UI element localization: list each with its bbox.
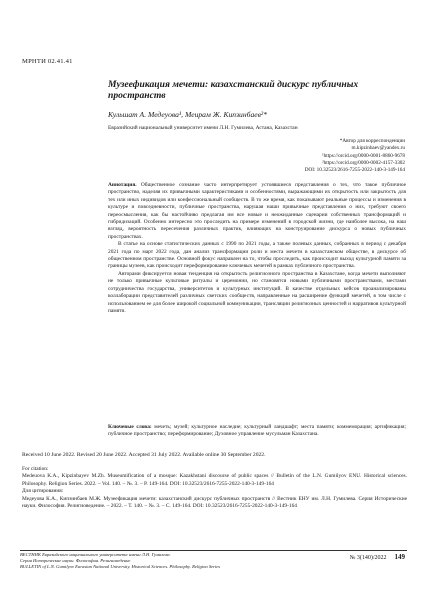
footer-divider xyxy=(20,550,407,551)
journal-footer xyxy=(20,552,320,570)
mrnti-code: МРНТИ 02.41.41 xyxy=(22,58,73,65)
abstract-paragraph-2: В статье на основе статистических данных с 1990 по 2021 годы, а также полевых данных, собранных в период с декабря 2021 года по март 2022 года, дан анализ трансформации роли и места мечети в казахстанском обществе, в дискурсе об общественном пространстве. Основной фокус направлен на то, чтобы проследить, как происходит выход культурной памяти за границы музеев, как происходит переформирование ключевых мечетей в рамках публичного пространства. xyxy=(108,241,406,270)
abstract-label: Аннотация. xyxy=(108,182,137,188)
keywords-text: мечеть; музей; культурное наследие; культурный ландшафт; места памяти; коммеморация; артификация; публичное пространство; переформирование; Духовное управление мусульман Казахстана. xyxy=(108,424,406,438)
abstract xyxy=(108,182,406,315)
citation-en: Medeuova K.A., Kipzinbayev M.Zh. Museumification of a mosque: Kazakhstani discourse of public spaces // Bulletin of the L.N. Gumilyov ENU. Historical sciences. Philosophy. Religion Series. 2022. – Vol. 140. – №. 3. – P. 149-164. DOI: 10.32523/2616-7255-2022-140-3-149-164 xyxy=(22,473,407,487)
article-authors: Кульшат А. Медеуова¹, Меирам Ж. Кипзинбаев²* xyxy=(108,110,267,119)
issue-and-page xyxy=(350,553,405,561)
abstract-paragraph-3: Авторами фиксируется новая тенденция на открытость религиозного пространства в Казахстане, когда мечети выполняют не только привычные культовые ритуалы и церемонии, но становятся новыми публичными пространствами, местами сотрудничества государства, университетов и культурных институций. В качестве отдельных кейсов проанализированы коллаборации представителей различных светских сообществ, направленные на расширение функций мечетей, в том числе с использованием ее для более широкой социальной коммуникации, трансляции религиозных ценностей и нарративов культурной памяти. xyxy=(108,270,406,314)
citation-ru: Медеуова К.А., Кипзинбаев М.Ж. Музеефикация мечети: казахстанский дискурс публичных пространств // Вестник ЕНУ им. Л.Н. Гумилева. Серия Исторические науки. Философия. Религиоведение. – 2022. – Т. 140. – №. 3. – C. 149-164. DOI: 10.32523/2616-7255-2022-140-3-149-164 xyxy=(22,495,407,510)
citation-en-label: For citation: xyxy=(22,466,49,472)
corresponding-author-note: *Автор для корреспонденции xyxy=(339,138,405,144)
citation-ru-label: Для цитирования: xyxy=(22,488,64,495)
page-number: 149 xyxy=(394,553,405,561)
author-affiliation: Евразийский национальный университет имени Л.Н. Гумилева, Астана, Казахстан xyxy=(108,125,298,131)
contact-block xyxy=(305,138,405,174)
issue-number: № 3(140)/2022 xyxy=(349,555,387,561)
journal-name-ru-line-1: ВЕСТНИК Евразийского национального университета имени Л.Н. Гумилева. xyxy=(20,552,171,557)
article-doi[interactable]: DOI: 10.32523/2616-7255-2022-140-3-149-164 xyxy=(304,167,405,174)
received-dates: Received 10 June 2022. Revised 20 June 2022. Accepted 31 July 2022. Available online 30 September 2022. xyxy=(22,452,266,458)
abstract-text-1: Общественное сознание часто интерпретирует устоявшиеся представления о тех, что такое публичное пространство, наделяя их привычными характеристиками и особенностями, выражающими их открытость или закрытость для тех или иных индивидов или конфессиональный сообществ. В то же время, как показывают реальные процессы и изменения в культуре и повседневности, публичные пространства, нарушая наши привычные представления о них, требуют своего переосмысления, как бы настойчиво предлагая им все новые и неожиданные сценарии собственных трансформаций и гибридизаций. Особенно интересно это проследить на примере изменений в городской жизни, где наиболее высока, на наш взгляд, вероятность пересечения различных практик, влияющих на конструирование дискурса о новых публичных пространствах. xyxy=(108,182,406,240)
keywords-label: Ключевые слова: xyxy=(108,424,152,430)
corresponding-email[interactable]: m.kipzinbaev@yandex.ru xyxy=(351,145,405,152)
orcid-author-1[interactable]: ¹https://orcid.org/0000-0001-8860-9678 xyxy=(322,152,405,159)
journal-name-ru-line-2: Серия Исторические науки. Философия. Религиоведение xyxy=(20,558,131,563)
citation-block xyxy=(22,466,407,510)
article-title: Музеефикация мечети: казахстанский дискурс публичных пространств xyxy=(108,79,359,101)
orcid-author-2[interactable]: ²https://orcid.org/0000-0002-4157-3302 xyxy=(322,159,405,166)
keywords xyxy=(108,424,406,439)
abstract-paragraph-1 xyxy=(108,182,406,241)
journal-name-en: BULLETIN of L.N. Gumilyov Eurasian National University. Historical Sciences. Philosophy. Religion Series xyxy=(20,564,221,569)
